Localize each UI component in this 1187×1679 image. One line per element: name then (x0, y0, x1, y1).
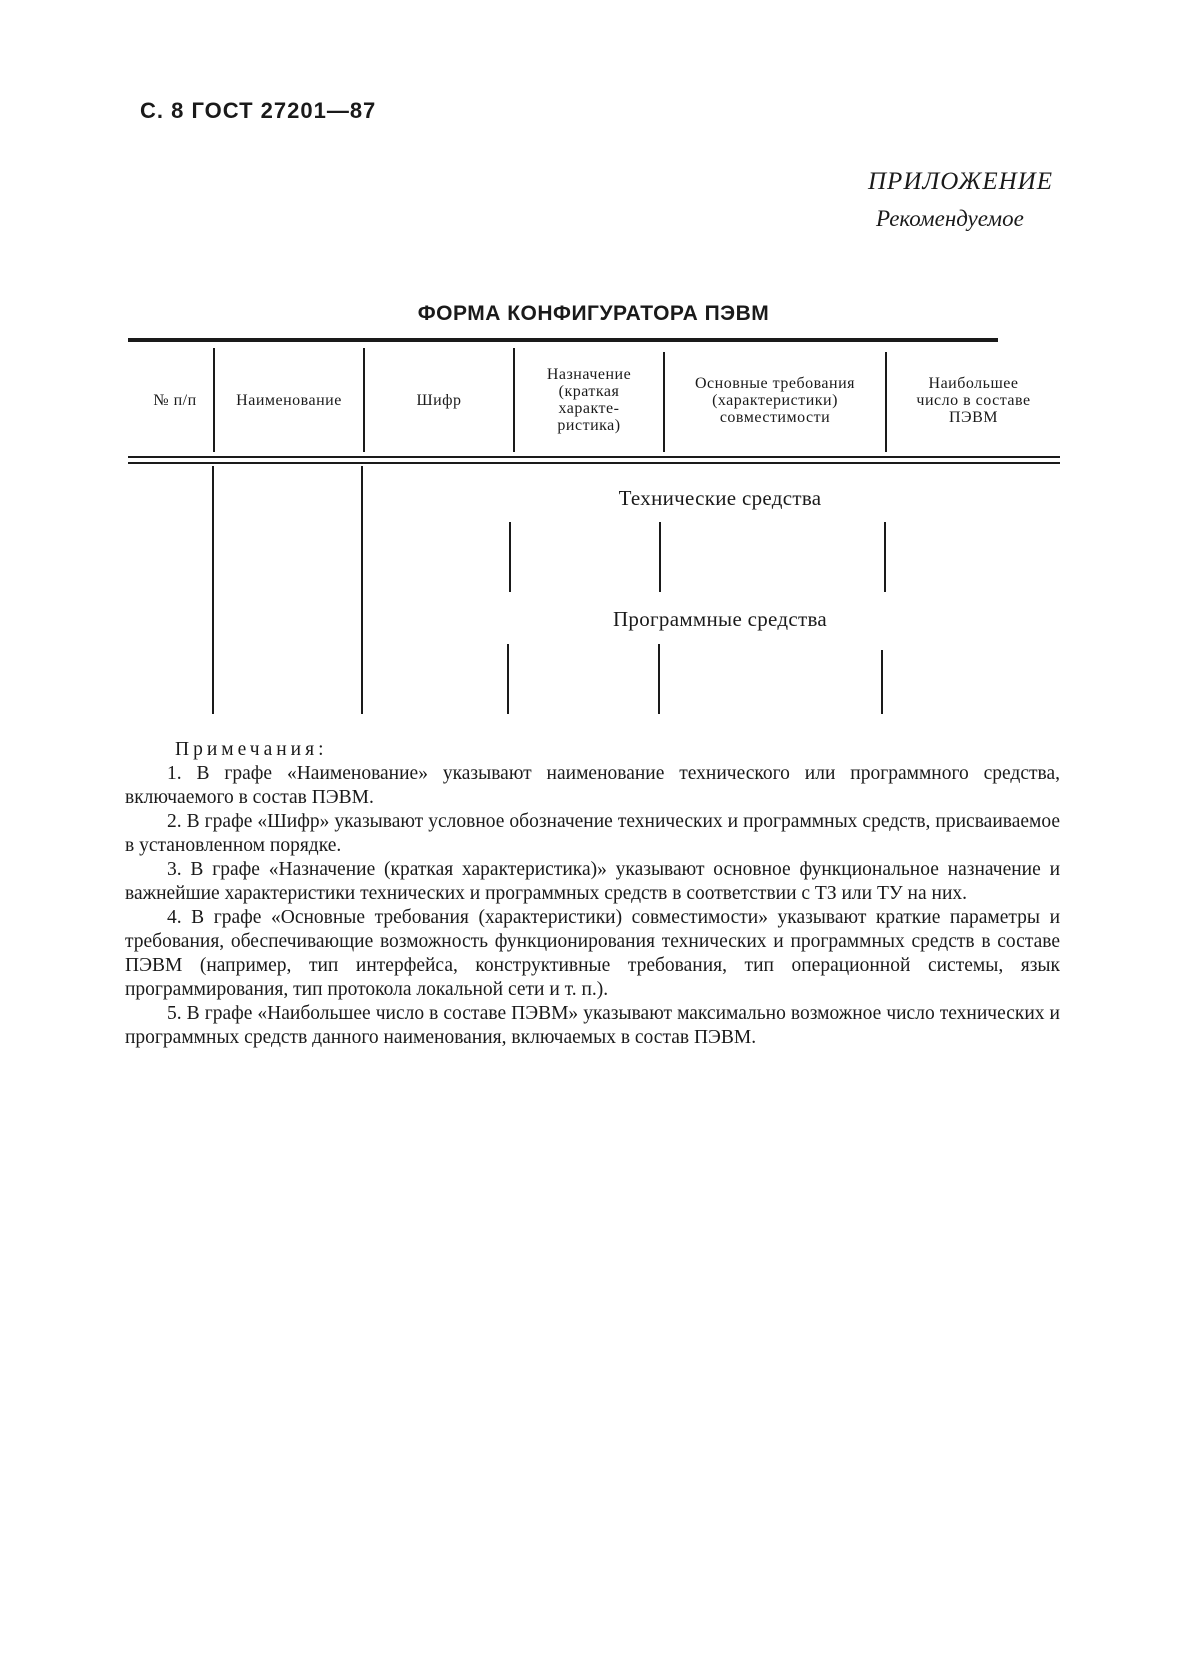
header-bottom-rule (128, 456, 1060, 458)
header-bottom-rule (128, 462, 1060, 464)
appendix-status: Рекомендуемое (876, 206, 1024, 231)
section-software: Программные средства (612, 607, 828, 631)
column-header-name: Наименование (236, 391, 342, 409)
notes-title: Примечания: (175, 739, 328, 760)
column-header-max-count: Наибольшее число в составе ПЭВМ (916, 374, 1031, 426)
form-title: ФОРМА КОНФИГУРАТОРА ПЭВМ (417, 302, 770, 325)
column-header-compatibility: Основные требования (характеристики) совместимости (694, 374, 856, 426)
note-item: 3. В графе «Назначение (краткая характеристика)» указывают основное функциональное назначение и важнейшие характеристики технических и программных средств в соответствии с ТЗ или ТУ на них. (125, 859, 1060, 904)
body-divider (509, 522, 511, 592)
header-divider (513, 348, 515, 452)
body-divider (658, 644, 660, 714)
table-top-rule (128, 338, 998, 342)
notes-block (125, 738, 1060, 1050)
body-divider (507, 644, 509, 714)
appendix-label: ПРИЛОЖЕНИЕ (868, 168, 1053, 195)
column-header-code: Шифр (416, 391, 462, 409)
note-item: 5. В графе «Наибольшее число в составе ПЭВМ» указывают максимально возможное число технических и программных средств данного наименования, включаемых в состав ПЭВМ. (125, 1003, 1060, 1048)
page-header: С. 8 ГОСТ 27201—87 (140, 98, 377, 123)
body-divider (884, 522, 886, 592)
column-header-purpose: Назначение (краткая характе-ристика) (546, 366, 632, 434)
column-header-number: № п/п (153, 391, 197, 409)
note-item: 1. В графе «Наименование» указывают наименование технического или программного средства, включаемого в состав ПЭВМ. (125, 763, 1060, 808)
body-divider (881, 650, 883, 714)
note-item: 2. В графе «Шифр» указывают условное обозначение технических и программных средств, присваиваемое в установленном порядке. (125, 811, 1060, 856)
section-technical: Технические средства (618, 486, 822, 510)
body-divider (659, 522, 661, 592)
note-item: 4. В графе «Основные требования (характеристики) совместимости» указывают краткие параметры и требования, обеспечивающие возможность функционирования технических и программных средств в составе ПЭВМ (например, тип интерфейса, конструктивные требования, тип операционной системы, язык программирования, тип протокола локальной сети и т. п.). (125, 907, 1060, 1000)
